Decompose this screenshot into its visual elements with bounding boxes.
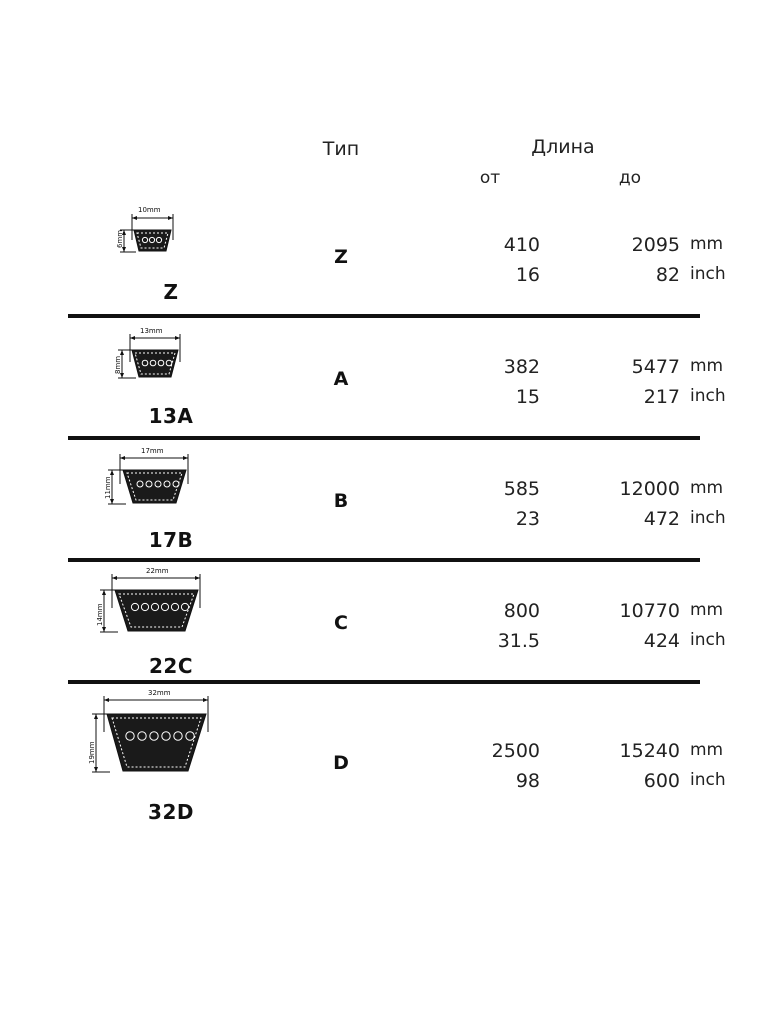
belt-diagram-z <box>68 198 274 290</box>
belt-profile-cell <box>68 440 274 558</box>
belt-type: D <box>333 752 349 774</box>
unit-mm: mm <box>690 600 724 620</box>
belt-label: 13A <box>148 404 194 428</box>
length-mm-to: 10770 <box>619 600 680 622</box>
belt-profile-cell <box>68 196 274 314</box>
belt-type: B <box>333 490 349 512</box>
unit-inch: inch <box>690 770 726 790</box>
length-mm-from: 410 <box>503 234 540 256</box>
unit-inch: inch <box>690 386 726 406</box>
table-row <box>68 558 726 680</box>
belt-type: A <box>333 368 349 390</box>
height-dimension-label: 19mm <box>88 741 96 764</box>
length-mm-from: 585 <box>503 478 540 500</box>
unit-mm: mm <box>690 740 724 760</box>
unit-mm: mm <box>690 356 724 376</box>
table-row <box>68 436 726 558</box>
column-header-length: Длина <box>531 136 595 158</box>
table-header <box>68 120 700 196</box>
belt-label: 22C <box>148 654 193 678</box>
width-dimension-label: 17mm <box>141 447 164 455</box>
belt-diagram-17b <box>68 442 274 534</box>
length-inch-from: 16 <box>515 264 540 286</box>
table-row <box>68 314 726 436</box>
unit-inch: inch <box>690 508 726 528</box>
length-inch-to: 82 <box>655 264 680 286</box>
belt-diagram-32d <box>68 686 274 806</box>
column-header-to: до <box>618 168 642 188</box>
belt-profile-cell <box>68 318 274 436</box>
length-inch-to: 217 <box>643 386 680 408</box>
belt-cross-section-icon <box>68 198 274 290</box>
width-dimension-label: 22mm <box>146 567 169 575</box>
height-dimension-label: 8mm <box>114 355 122 374</box>
length-inch-from: 31.5 <box>497 630 540 652</box>
length-inch-to: 472 <box>643 508 680 530</box>
length-inch-from: 98 <box>515 770 540 792</box>
belt-label: 32D <box>148 800 194 824</box>
length-inch-to: 424 <box>643 630 680 652</box>
length-inch-to: 600 <box>643 770 680 792</box>
width-dimension-label: 10mm <box>138 206 161 214</box>
belt-type: C <box>334 612 348 634</box>
column-header-type: Тип <box>322 138 360 160</box>
belt-profile-cell <box>68 684 274 834</box>
height-dimension-label: 11mm <box>104 476 112 499</box>
column-header-from: от <box>479 168 501 188</box>
belt-spec-table <box>68 120 726 834</box>
table-row <box>68 680 726 834</box>
length-mm-from: 2500 <box>491 740 540 762</box>
length-mm-to: 15240 <box>619 740 680 762</box>
length-mm-from: 382 <box>503 356 540 378</box>
unit-mm: mm <box>690 234 724 254</box>
belt-type: Z <box>334 246 348 268</box>
height-dimension-label: 14mm <box>96 603 104 626</box>
length-mm-to: 2095 <box>631 234 680 256</box>
belt-label: 17B <box>148 528 194 552</box>
table-row <box>68 196 726 314</box>
length-inch-from: 23 <box>515 508 540 530</box>
belt-diagram-22c <box>68 564 274 662</box>
length-mm-from: 800 <box>503 600 540 622</box>
unit-mm: mm <box>690 478 724 498</box>
belt-cross-section-icon <box>68 564 274 662</box>
length-mm-to: 12000 <box>619 478 680 500</box>
belt-profile-cell <box>68 562 274 680</box>
width-dimension-label: 13mm <box>140 327 163 335</box>
belt-label: Z <box>163 280 179 304</box>
belt-cross-section-icon <box>68 442 274 534</box>
unit-inch: inch <box>690 264 726 284</box>
unit-inch: inch <box>690 630 726 650</box>
length-mm-to: 5477 <box>631 356 680 378</box>
belt-diagram-13a <box>68 320 274 412</box>
belt-cross-section-icon <box>68 686 274 806</box>
length-inch-from: 15 <box>515 386 540 408</box>
belt-cross-section-icon <box>68 320 274 412</box>
width-dimension-label: 32mm <box>148 689 171 697</box>
height-dimension-label: 6mm <box>116 229 124 248</box>
